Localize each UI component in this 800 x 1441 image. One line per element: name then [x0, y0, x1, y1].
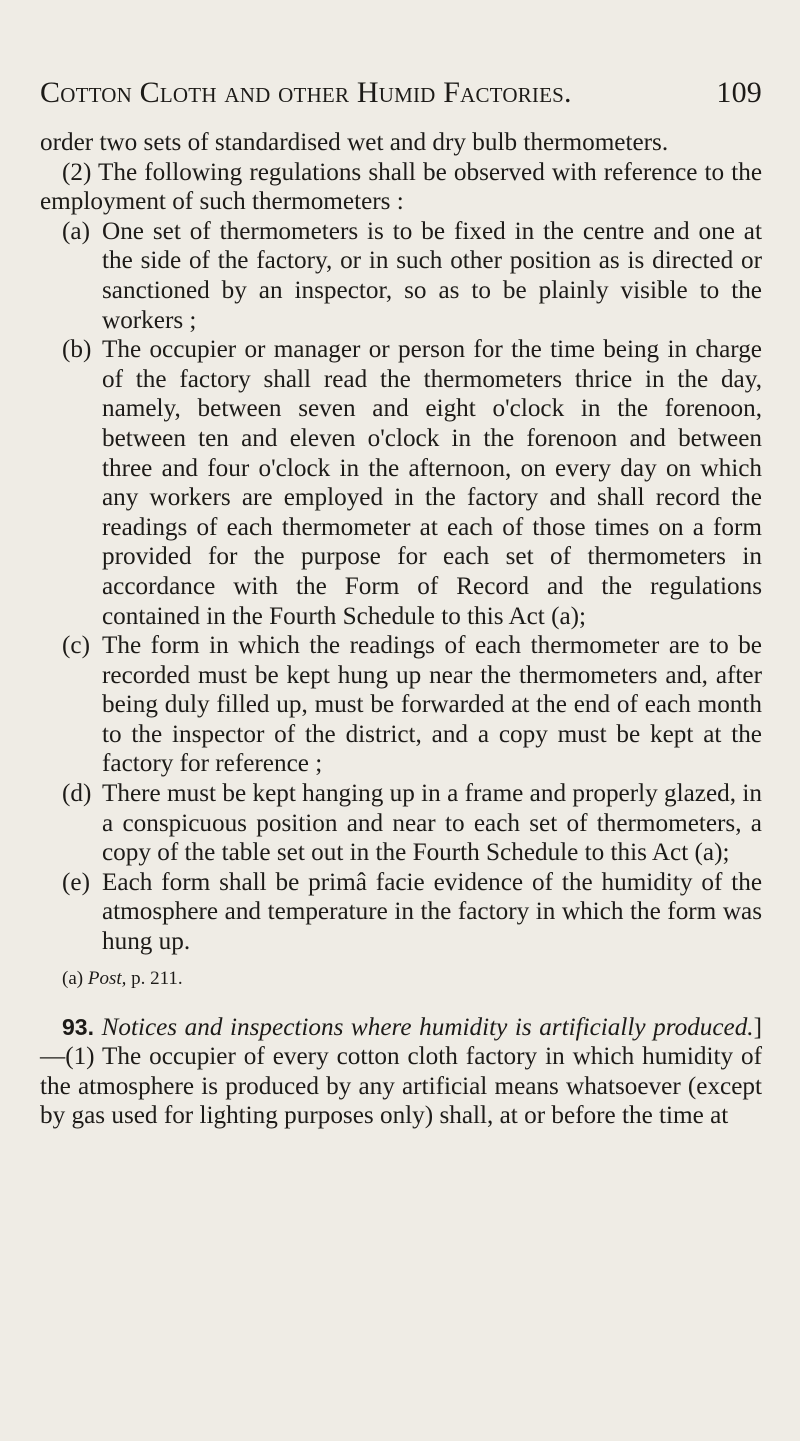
list-item-b [40, 335, 762, 631]
item-text: The occupier or manager or person for the time being in charge of the factory shall read the thermometers thrice in the day, namely, between seven and eight o'clock in the forenoon, between ten and eleven o'clock in the forenoon and between three and four o'clock in the afternoon, on every day on which any workers are employed in the factory and shall record the readings of each thermometer at each of those times on a form provided for the purpose for each set of thermometers in accordance with the Form of Record and the regulations contained in the Fourth Schedule to this Act (a); [102, 336, 762, 630]
list-item-c [40, 631, 762, 779]
paragraph-subsection-2: (2) The following regulations shall be observed with reference to the employment of such thermometers : [40, 158, 762, 216]
page-number: 109 [716, 76, 762, 109]
footnote [40, 967, 762, 991]
body-text [40, 128, 762, 1131]
footnote-marker: (a) [62, 967, 84, 989]
item-marker: (d) [62, 780, 92, 808]
footnote-page: p. 211. [131, 967, 183, 989]
footnote-ref: Post, [87, 967, 127, 989]
paragraph-intro: order two sets of standardised wet and dry bulb thermometers. [40, 129, 669, 156]
section-body: —(1) The occupier of every cotton cloth factory in which humidity of the atmosphere is produced by any artificial means whatsoever (except by gas used for lighting purposes only) shall, at or before the time at [40, 1043, 762, 1130]
running-head [40, 76, 762, 116]
section-bracket: ] [753, 1013, 762, 1041]
running-title: Cotton Cloth and other Humid Factories. [40, 76, 572, 109]
item-marker: (e) [62, 868, 90, 896]
section-93 [40, 1013, 762, 1131]
item-text: One set of thermometers is to be fixed in the centre and one at the side of the factory, or in such other position as is directed or sanctioned by an inspector, so as to be plainly visible to the workers ; [102, 217, 762, 334]
list-item-e [40, 868, 762, 957]
item-marker: (b) [62, 336, 92, 364]
item-text: There must be kept hanging up in a frame and properly glazed, in a conspicuous position and near to each set of thermometers, a copy of the table set out in the Fourth Schedule to this Act (a); [102, 780, 762, 867]
item-text: Each form shall be primâ facie evidence of the humidity of the atmosphere and temperature in the factory in which the form was hung up. [102, 868, 762, 956]
section-heading: Notices and inspections where humidity is artificially produced. [101, 1013, 754, 1041]
section-number: 93. [62, 1013, 94, 1040]
list-item-a [40, 217, 762, 335]
item-text: The form in which the readings of each thermometer are to be recorded must be kept hung up near the thermometers and, after being duly filled up, must be forwarded at the end of each month to the inspector of the district, and a copy must be kept at the factory for reference ; [102, 632, 762, 778]
list-item-d [40, 779, 762, 868]
item-marker: (a) [62, 217, 90, 245]
item-marker: (c) [62, 632, 90, 660]
